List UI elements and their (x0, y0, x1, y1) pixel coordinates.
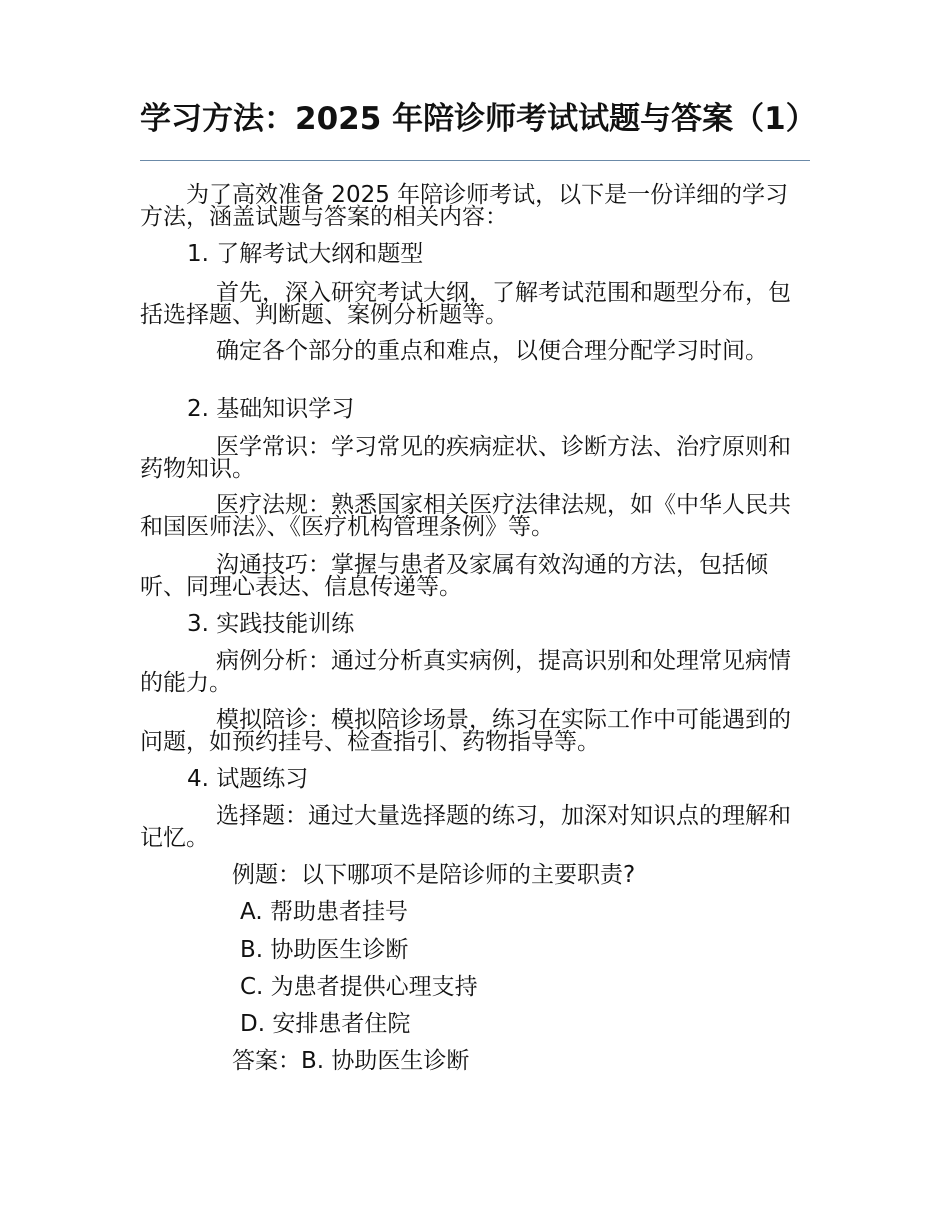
example-option-c: C. 为患者提供心理支持 (240, 974, 478, 1000)
document-title: 学习方法：2025 年陪诊师考试试题与答案（1） (140, 101, 817, 137)
title-divider (140, 160, 810, 161)
section-heading-1: 1. 了解考试大纲和题型 (187, 241, 424, 267)
section-1-paragraph-1: 首先，深入研究考试大纲，了解考试范围和题型分布，包括选择题、判断题、案例分析题等。 (140, 280, 791, 328)
example-option-d: D. 安排患者住院 (240, 1011, 411, 1037)
section-heading-2: 2. 基础知识学习 (187, 396, 355, 422)
section-1-paragraph-2: 确定各个部分的重点和难点，以便合理分配学习时间。 (216, 338, 768, 364)
section-4-paragraph-1: 选择题：通过大量选择题的练习，加深对知识点的理解和记忆。 (140, 803, 791, 851)
section-2-paragraph-1: 医学常识：学习常见的疾病症状、诊断方法、治疗原则和药物知识。 (140, 434, 791, 482)
example-answer: 答案：B. 协助医生诊断 (232, 1048, 470, 1074)
intro-paragraph: 为了高效准备 2025 年陪诊师考试，以下是一份详细的学习方法，涵盖试题与答案的相关内容： (140, 182, 789, 230)
section-3-paragraph-1: 病例分析：通过分析真实病例，提高识别和处理常见病情的能力。 (140, 648, 791, 696)
section-heading-4: 4. 试题练习 (187, 766, 309, 792)
example-option-b: B. 协助医生诊断 (240, 937, 409, 963)
section-heading-3: 3. 实践技能训练 (187, 611, 355, 637)
section-2-paragraph-2: 医疗法规：熟悉国家相关医疗法律法规，如《中华人民共和国医师法》、《医疗机构管理条例》等。 (140, 492, 791, 540)
section-2-paragraph-3: 沟通技巧：掌握与患者及家属有效沟通的方法，包括倾听、同理心表达、信息传递等。 (140, 552, 768, 600)
section-3-paragraph-2: 模拟陪诊：模拟陪诊场景，练习在实际工作中可能遇到的问题，如预约挂号、检查指引、药物指导等。 (140, 707, 791, 755)
example-option-a: A. 帮助患者挂号 (240, 899, 408, 925)
example-question: 例题：以下哪项不是陪诊师的主要职责? (232, 862, 636, 888)
